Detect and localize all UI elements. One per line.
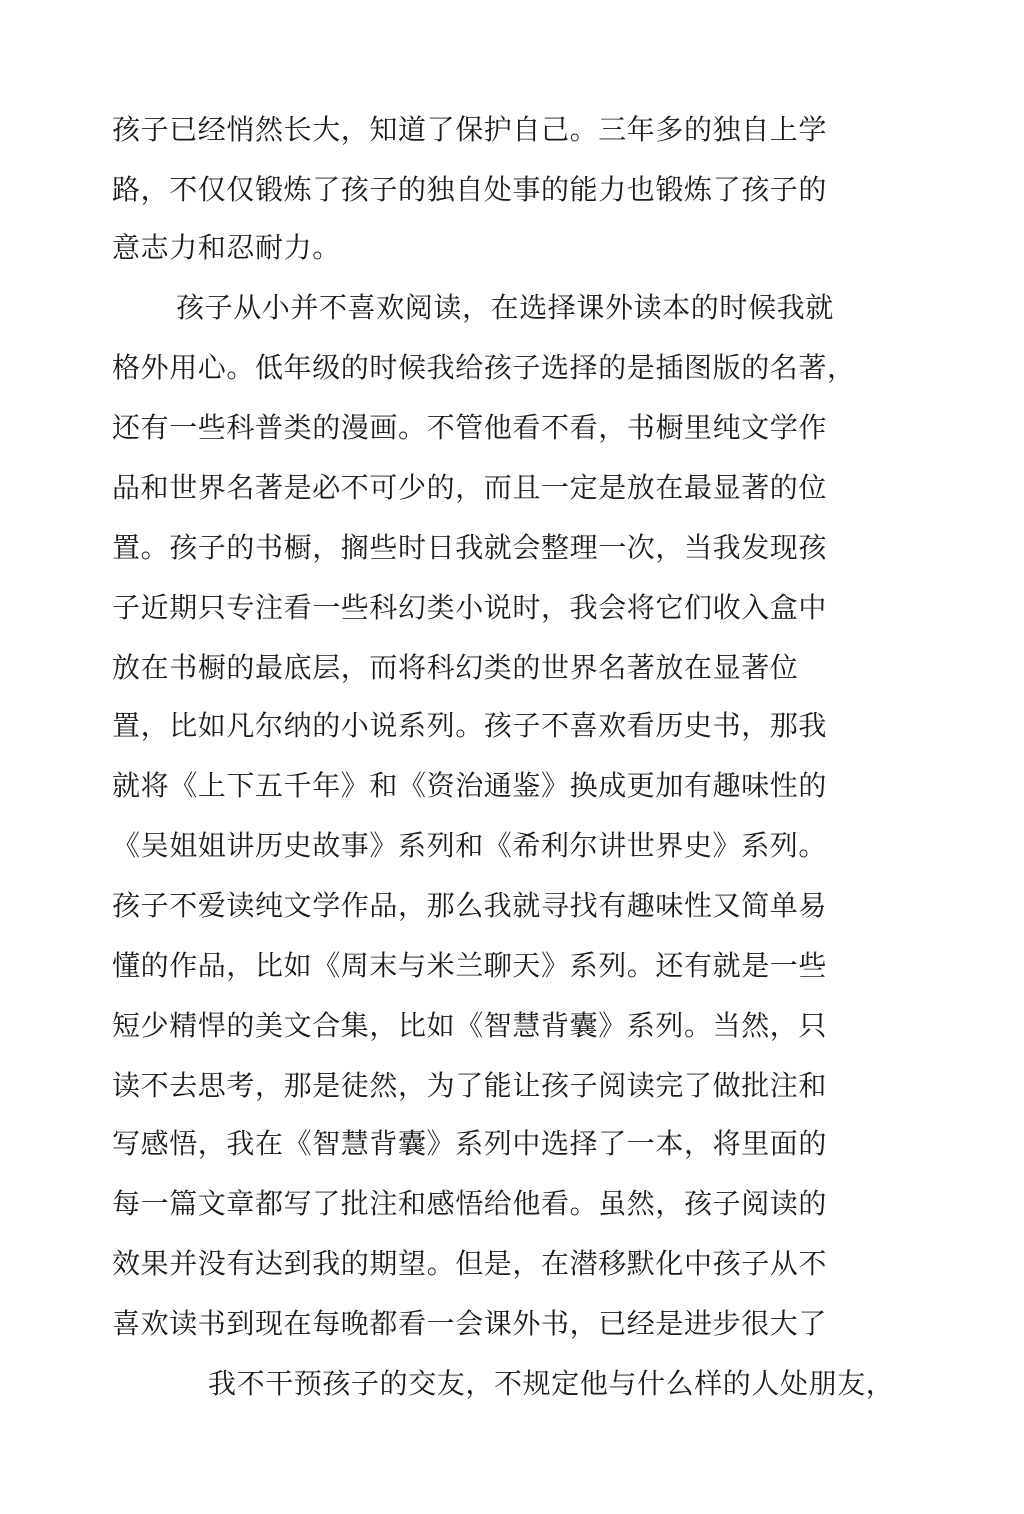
text-line: 喜欢读书到现在每晚都看一会课外书，已经是进步很大了 (112, 1307, 828, 1340)
text-line: 路，不仅仅锻炼了孩子的独自处事的能力也锻炼了孩子的 (112, 173, 828, 206)
text-line: 写感悟，我在《智慧背囊》系列中选择了一本，将里面的 (112, 1127, 828, 1160)
text-line: 就将《上下五千年》和《资治通鉴》换成更加有趣味性的 (112, 769, 828, 802)
text-line: 读不去思考，那是徒然，为了能让孩子阅读完了做批注和 (112, 1069, 828, 1102)
text-line: 放在书橱的最底层，而将科幻类的世界名著放在显著位 (112, 651, 799, 684)
text-line: 效果并没有达到我的期望。但是，在潜移默化中孩子从不 (112, 1247, 828, 1280)
text-line: 孩子已经悄然长大，知道了保护自己。三年多的独自上学 (112, 113, 828, 146)
text-line: 置，比如凡尔纳的小说系列。孩子不喜欢看历史书，那我 (112, 709, 828, 742)
text-line: 格外用心。低年级的时候我给孩子选择的是插图版的名著， (112, 351, 856, 384)
text-line: 意志力和忍耐力。 (112, 231, 341, 264)
text-line: 《吴姐姐讲历史故事》系列和《希利尔讲世界史》系列。 (112, 829, 828, 862)
text-line: 还有一些科普类的漫画。不管他看不看，书橱里纯文学作 (112, 411, 828, 444)
text-line: 置。孩子的书橱，搁些时日我就会整理一次，当我发现孩 (112, 531, 828, 564)
text-line: 孩子不爱读纯文学作品，那么我就寻找有趣味性又简单易 (112, 889, 828, 922)
text-line: 懂的作品，比如《周末与米兰聊天》系列。还有就是一些 (112, 949, 828, 982)
text-line: 孩子从小并不喜欢阅读，在选择课外读本的时候我就 (176, 291, 834, 324)
text-line: 每一篇文章都写了批注和感悟给他看。虽然，孩子阅读的 (112, 1187, 828, 1220)
text-line: 品和世界名著是必不可少的，而且一定是放在最显著的位 (112, 471, 828, 504)
text-line: 子近期只专注看一些科幻类小说时，我会将它们收入盒中 (112, 591, 828, 624)
text-line: 短少精悍的美文合集，比如《智慧背囊》系列。当然，只 (112, 1009, 828, 1042)
text-line: 我不干预孩子的交友，不规定他与什么样的人处朋友， (208, 1367, 895, 1400)
